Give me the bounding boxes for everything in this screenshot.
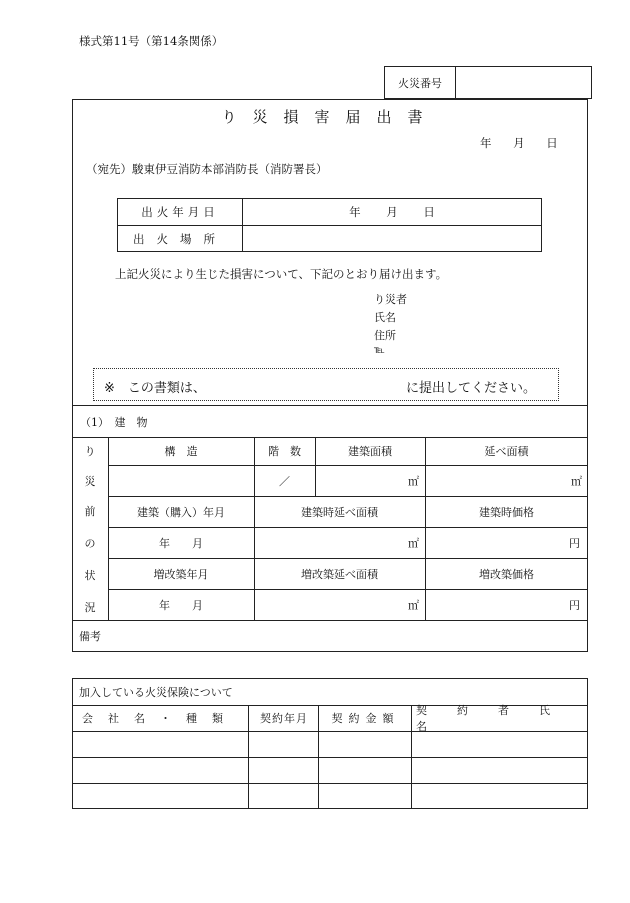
statement-text: 上記火災により生じた損害について、下記のとおり届け出ます。 — [115, 267, 448, 281]
total-floor-area-unit: ㎡ — [571, 474, 582, 488]
renovation-price-unit: 円 — [569, 598, 580, 612]
insurance-cell[interactable] — [318, 731, 411, 757]
header-renovation-date: 増改築年月 — [153, 567, 209, 581]
address-label: 住所 — [374, 329, 396, 342]
header-construction-floor-area: 建築時延べ面積 — [301, 505, 378, 519]
victim-label: り災者 — [374, 293, 407, 306]
header-contract-date: 契約年月 — [260, 712, 308, 725]
fire-date-label: 出火年月日 — [118, 199, 243, 225]
tel-label: ℡ — [374, 345, 385, 356]
header-contractor-name: 契約者氏名 — [416, 704, 580, 733]
renovation-floor-area-unit: ㎡ — [408, 598, 419, 612]
name-label: 氏名 — [374, 311, 396, 324]
fire-number-field[interactable] — [456, 67, 591, 98]
insurance-cell[interactable] — [248, 731, 318, 757]
construction-price-unit: 円 — [569, 536, 580, 550]
form-number: 様式第11号（第14条関係） — [79, 34, 224, 48]
header-floors: 階 数 — [268, 445, 301, 458]
side-label-char: 災 — [84, 475, 96, 488]
floors-field[interactable]: ／ — [279, 474, 290, 488]
construction-floor-area-unit: ㎡ — [408, 536, 419, 550]
side-label-char: 況 — [84, 601, 96, 614]
submission-notice — [93, 368, 559, 401]
header-construction-price: 建築時価格 — [479, 505, 534, 519]
insurance-title: 加入している火災保険について — [79, 686, 233, 699]
side-label-char: の — [84, 537, 96, 550]
side-label-char: 前 — [84, 505, 96, 518]
header-total-floor-area: 延べ面積 — [484, 445, 529, 458]
notice-prefix: ※ この書類は、 — [104, 381, 206, 396]
building-section-label: （1） 建 物 — [80, 415, 148, 429]
fire-number-label: 火災番号 — [385, 67, 456, 98]
fire-date-field[interactable]: 年 月 日 — [349, 205, 435, 219]
addressee: （宛先）駿東伊豆消防本部消防長（消防署長） — [86, 162, 328, 176]
fire-place-field[interactable] — [243, 226, 541, 252]
submission-date-field[interactable]: 年 月 日 — [480, 136, 558, 150]
building-area-unit: ㎡ — [408, 474, 419, 488]
header-company-type: 会社名・種類 — [82, 712, 238, 725]
header-building-area: 建築面積 — [348, 445, 392, 458]
header-construction-date: 建築（購入）年月 — [137, 505, 225, 519]
structure-field[interactable] — [108, 465, 254, 496]
notice-suffix: に提出してください。 — [406, 381, 537, 396]
header-structure: 構 造 — [164, 445, 198, 458]
header-contract-amount: 契約金額 — [331, 712, 400, 725]
header-renovation-floor-area: 増改築延べ面積 — [301, 567, 378, 581]
side-label-char: 状 — [84, 569, 96, 582]
side-label-char: り — [84, 445, 96, 458]
fire-info-table — [117, 198, 542, 252]
remarks-label: 備考 — [79, 630, 101, 643]
fire-number-box — [384, 66, 592, 99]
header-renovation-price: 増改築価格 — [479, 567, 534, 581]
renovation-date-field[interactable]: 年 月 — [159, 598, 203, 612]
document-title: り災損害届出書 — [221, 108, 439, 126]
insurance-cell[interactable] — [411, 731, 588, 757]
construction-date-field[interactable]: 年 月 — [159, 536, 203, 550]
insurance-cell[interactable] — [72, 731, 248, 757]
fire-place-label: 出火場所 — [118, 226, 243, 252]
